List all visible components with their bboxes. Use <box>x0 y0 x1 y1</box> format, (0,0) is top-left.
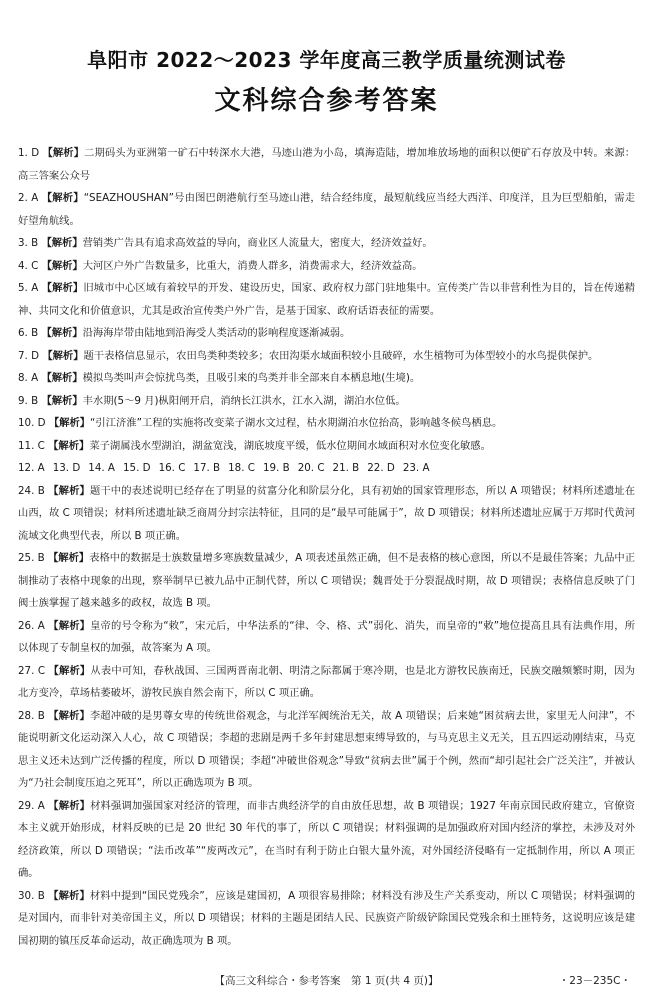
document-subtitle: 文科综合参考答案 <box>214 86 439 116</box>
answer-item <box>18 795 635 885</box>
answer-item <box>18 255 635 278</box>
analysis-text: 菜子湖属浅水型湖泊，湖盆宽浅，湖底坡度平缓，低水位期间水域面积对水位变化敏感。 <box>89 439 491 452</box>
answer-item <box>18 187 635 232</box>
answer-item <box>18 705 635 795</box>
answer-number: 5. A <box>18 282 39 294</box>
mc-answer: 19. B <box>262 462 290 474</box>
answer-item <box>18 322 635 345</box>
mc-answer: 16. C <box>158 462 186 474</box>
page-code: ・23－235C・ <box>558 975 631 987</box>
analysis-tag: 【解析】 <box>42 349 84 362</box>
analysis-text: 大河区户外广告数量多，比重大，消费人群多，消费需求大，经济效益高。 <box>82 259 423 272</box>
answer-item <box>18 615 635 660</box>
analysis-text: “引江济淮”工程的实施将改变菜子湖水文过程，枯水期湖泊水位抬高，影响越冬候鸟栖息。 <box>90 417 503 429</box>
analysis-tag: 【解析】 <box>48 484 90 497</box>
analysis-text: 二期码头为亚洲第一矿石中转深水大港，马迹山港为小岛，填海造陆，增加堆放场地的面积以便矿石存放及中转。来源：高三答案公众号 <box>18 147 636 182</box>
mc-answer: 20. C <box>297 462 325 474</box>
mc-answer: 17. B <box>193 462 221 474</box>
answer-list <box>18 142 635 952</box>
answer-item <box>18 660 635 705</box>
answer-item <box>18 142 635 187</box>
analysis-tag: 【解析】 <box>41 372 83 384</box>
answer-number: 4. C <box>18 259 39 272</box>
analysis-tag: 【解析】 <box>48 619 91 632</box>
answer-item <box>18 435 635 458</box>
answer-item <box>18 277 635 322</box>
analysis-text: 题干中的表述说明已经存在了明显的贫富分化和阶层分化，具有初始的国家管理形态，所以 A 项错误；材料所述遗址在山西，故 C 项错误；材料所述遗址缺乏商周分封宗法特征，且同的是“最早可能属于”，故 D 项错误；材料所述遗址应属于万邦时代黄河流域文化典型代表，所以 B 项正确。 <box>18 484 636 542</box>
analysis-text: 表格中的数据是士族数量增多寒族数量减少，A 项表述虽然正确，但不是表格的核心意图，所以不是最佳答案；九品中正制推动了表格中现象的出现，察举制早已被九品中正制代替，所以 C 项错误；魏晋处于分裂混战时期，故 D 项错误；表格信息反映了门阀士族掌握了越来越多的政权，故选 B 项。 <box>18 552 635 609</box>
document-title: 阜阳市 2022～2023 学年度高三教学质量统测试卷 <box>87 48 566 72</box>
analysis-tag: 【解析】 <box>48 664 91 677</box>
analysis-tag: 【解析】 <box>48 439 90 452</box>
answer-number: 11. C <box>18 439 45 452</box>
analysis-text: 旧城市中心区域有着较早的开发、建设历史，国家、政府权力部门驻地集中。宣传类广告以非营利性为目的，旨在传递精神、共同文化和价值意识，尤其是政治宣传类户外广告，是基于国家、政府话语表征的需要。 <box>18 282 635 317</box>
analysis-tag: 【解析】 <box>42 147 85 159</box>
mc-answer: 15. D <box>122 462 151 474</box>
analysis-text: 从表中可知，春秋战国、三国两晋南北朝、明清之际都属于寒冷期，也是北方游牧民族南迁，民族交融频繁时期，因为北方变冷，草场枯萎破坏，游牧民族自然会南下，所以 C 项正确。 <box>18 664 636 699</box>
analysis-tag: 【解析】 <box>41 237 83 249</box>
analysis-text: 丰水期(5～9 月)枞阳闸开启，消纳长江洪水，江水入湖，湖泊水位低。 <box>82 394 406 407</box>
answer-number: 3. B <box>18 237 39 249</box>
answer-number: 8. A <box>18 372 39 384</box>
answer-item <box>18 345 635 368</box>
analysis-tag: 【解析】 <box>48 799 91 812</box>
mc-answer: 21. B <box>332 462 360 474</box>
analysis-tag: 【解析】 <box>48 417 91 429</box>
analysis-tag: 【解析】 <box>41 394 83 407</box>
analysis-text: “SEAZHOUSHAN”号由图巴朗港航行至马迹山港，结合经纬度，最短航线应当经大西洋、印度洋，且为巨型船舶，需走好望角航线。 <box>18 192 636 227</box>
analysis-tag: 【解析】 <box>48 552 90 564</box>
page-footer: 【高三文科综合・参考答案 第 1 页(共 4 页)】 <box>214 975 439 987</box>
answer-number: 10. D <box>18 417 46 429</box>
answer-number: 6. B <box>18 327 39 339</box>
analysis-text: 材料强调加强国家对经济的管理，而非古典经济学的自由放任思想，故 B 项错误；1927 年南京国民政府建立，官僚资本主义就开始形成，材料反映的已是 20 世纪 30 年代的事了，所以 C 项错误；材料强调的是加强政府对国内经济的掌控，未涉及对外经济政策，所以 D 项错误；“法币改革”“废两改元”，在当时有利于防止白银大量外流，对外国经济侵略有一定抵制作用，所以 A 项正确。 <box>18 799 636 879</box>
mc-answer: 13. D <box>52 462 81 474</box>
multiple-choice-row <box>18 457 635 480</box>
mc-answer: 12. A <box>18 462 45 474</box>
answer-number: 9. B <box>18 394 39 407</box>
analysis-text: 题干表格信息显示，农田鸟类种类较多；农田沟渠水域面积较小且破碎，水生植物可为体型较小的水鸟提供保护。 <box>83 349 599 362</box>
analysis-text: 皇帝的号令称为“敕”，宋元后，中华法系的“律、令、格、式”弱化、消失，而皇帝的“敕”地位提高且具有法典作用，所以体现了专制皇权的加强，故答案为 A 项。 <box>18 619 635 654</box>
answer-item <box>18 480 635 548</box>
answer-item <box>18 412 635 435</box>
answer-item <box>18 547 635 615</box>
analysis-text: 营销类广告具有追求高效益的导向，商业区人流量大，密度大，经济效益好。 <box>82 237 433 249</box>
analysis-tag: 【解析】 <box>48 889 90 902</box>
analysis-tag: 【解析】 <box>41 259 83 272</box>
answer-number: 30. B <box>18 889 45 902</box>
answer-number: 28. B <box>18 709 45 722</box>
answer-item <box>18 885 635 953</box>
answer-number: 26. A <box>18 619 45 632</box>
answer-number: 24. B <box>18 484 45 497</box>
mc-answer: 23. A <box>402 462 430 474</box>
answer-item <box>18 390 635 413</box>
analysis-tag: 【解析】 <box>41 192 84 204</box>
analysis-text: 模拟鸟类叫声会惊扰鸟类，且吸引来的鸟类并非全部来自本栖息地(生境)。 <box>82 372 421 384</box>
answer-number: 29. A <box>18 799 45 812</box>
mc-answer: 22. D <box>367 462 395 474</box>
analysis-text: 李超冲破的是男尊女卑的传统世俗观念，与北洋军阀统治无关，故 A 项错误；后来她“困贫病去世，家里无人问津”，不能说明新文化运动深入人心，故 C 项错误；李超的悲剧是两千多年封建思想束缚导致的，与马克思主义无关，且五四运动刚结束，马克思主义还未达到广泛传播的程度，所以 D 项错误；李超“冲破世俗观念”导致“贫病去世”属于个例，然而“却引起社会广泛关注”，并被认为“乃社会制度压迫之死耳”，所以正确选项为 B 项。 <box>18 709 635 789</box>
answer-number: 2. A <box>18 192 39 204</box>
mc-answer: 18. C <box>228 462 255 474</box>
mc-answer: 14. A <box>88 462 115 474</box>
answer-item <box>18 232 635 255</box>
answer-number: 27. C <box>18 664 46 677</box>
analysis-tag: 【解析】 <box>48 709 90 722</box>
answer-number: 1. D <box>18 147 40 159</box>
answer-number: 25. B <box>18 552 45 564</box>
analysis-text: 材料中提到“国民党残余”，应该是建国初，A 项很容易排除；材料没有涉及生产关系变动，所以 C 项错误；材料强调的是对国内，而非针对美帝国主义，所以 D 项错误；材料的主题是团结人民、民族资产阶级铲除国民党残余和土匪特务，这说明应该是建国初期的镇压反革命运动，故正确选项为 B 项。 <box>18 889 635 947</box>
analysis-tag: 【解析】 <box>41 282 84 294</box>
analysis-tag: 【解析】 <box>41 327 83 339</box>
answer-item <box>18 367 635 390</box>
answer-number: 7. D <box>18 349 40 362</box>
analysis-text: 沿海海岸带由陆地到沿海受人类活动的影响程度逐渐减弱。 <box>82 327 351 339</box>
